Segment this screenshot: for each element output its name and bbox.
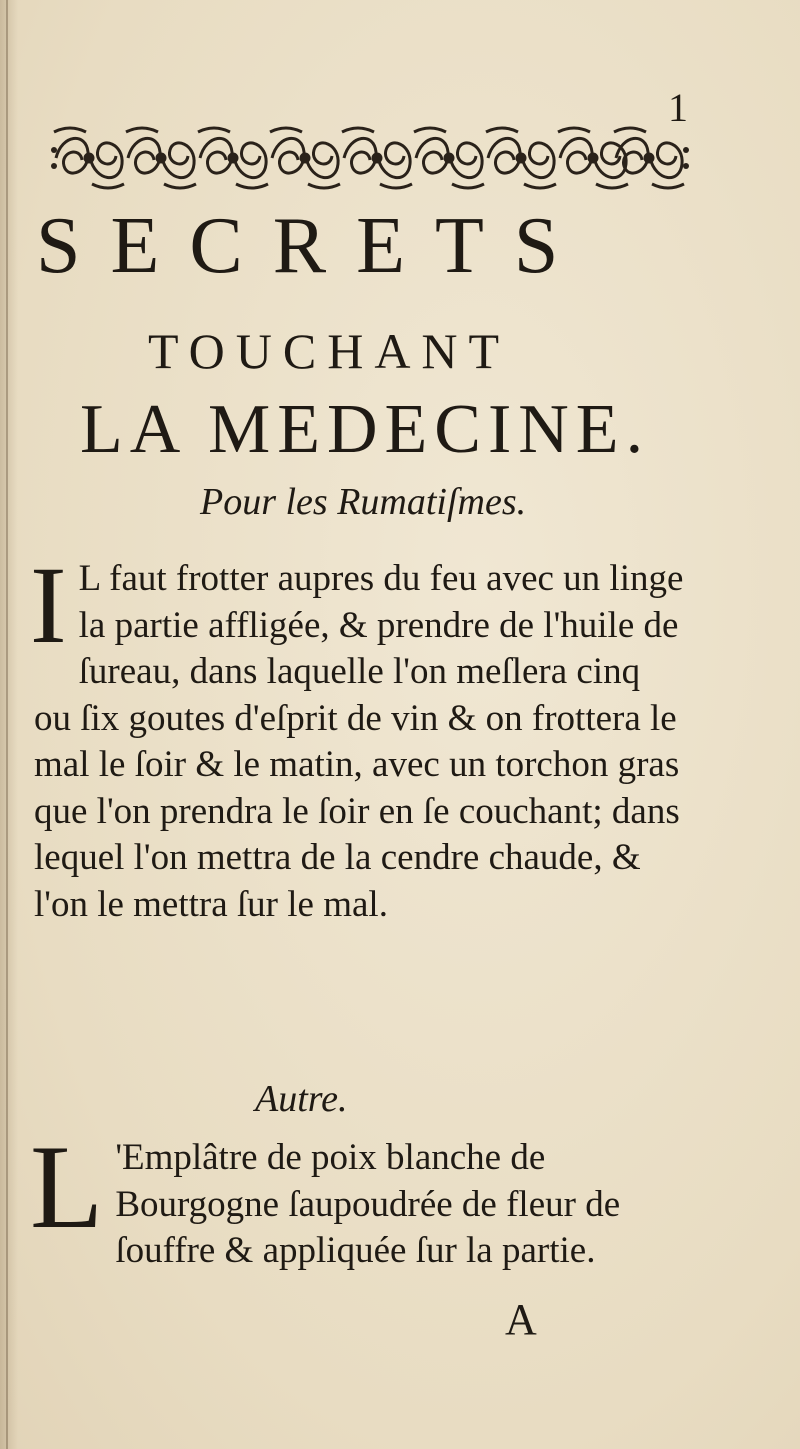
section-heading-rumatismes: Pour les Rumatiſmes. xyxy=(200,481,527,523)
paragraph-text: 'Emplâtre de poix blanche de Bourgogne ſaupoudrée de fleur de ſouffre & appliquée ſur la partie. xyxy=(115,1137,621,1271)
section-paragraph-rumatismes xyxy=(30,544,684,1061)
section-paragraph-autre xyxy=(30,1120,684,1335)
page-number: 1 xyxy=(668,85,688,130)
ornament-band-icon xyxy=(50,122,690,194)
catchword-signature: A xyxy=(505,1295,537,1344)
drop-cap: L xyxy=(30,1120,104,1253)
section-heading-autre: Autre. xyxy=(255,1078,348,1120)
page-gutter xyxy=(6,0,8,1449)
title-medecine: LA MEDECINE. xyxy=(80,391,651,468)
paragraph-text: L faut frotter aupres du feu avec un linge la partie affligée, & prendre de l'huile de ſureau, dans laquelle l'on meſlera cinq ou ſix goutes d'eſprit de vin & on frottera le mal le ſoir & le matin, avec un torchon gras que l'on prendra le ſoir en ſe couchant; dans lequel l'on mettra de la cendre chaude, & l'on le mettra ſur le mal. xyxy=(34,558,684,925)
title-secrets: SECRETS xyxy=(36,202,589,290)
drop-cap: I xyxy=(30,544,67,666)
title-touchant: TOUCHANT xyxy=(148,323,511,379)
